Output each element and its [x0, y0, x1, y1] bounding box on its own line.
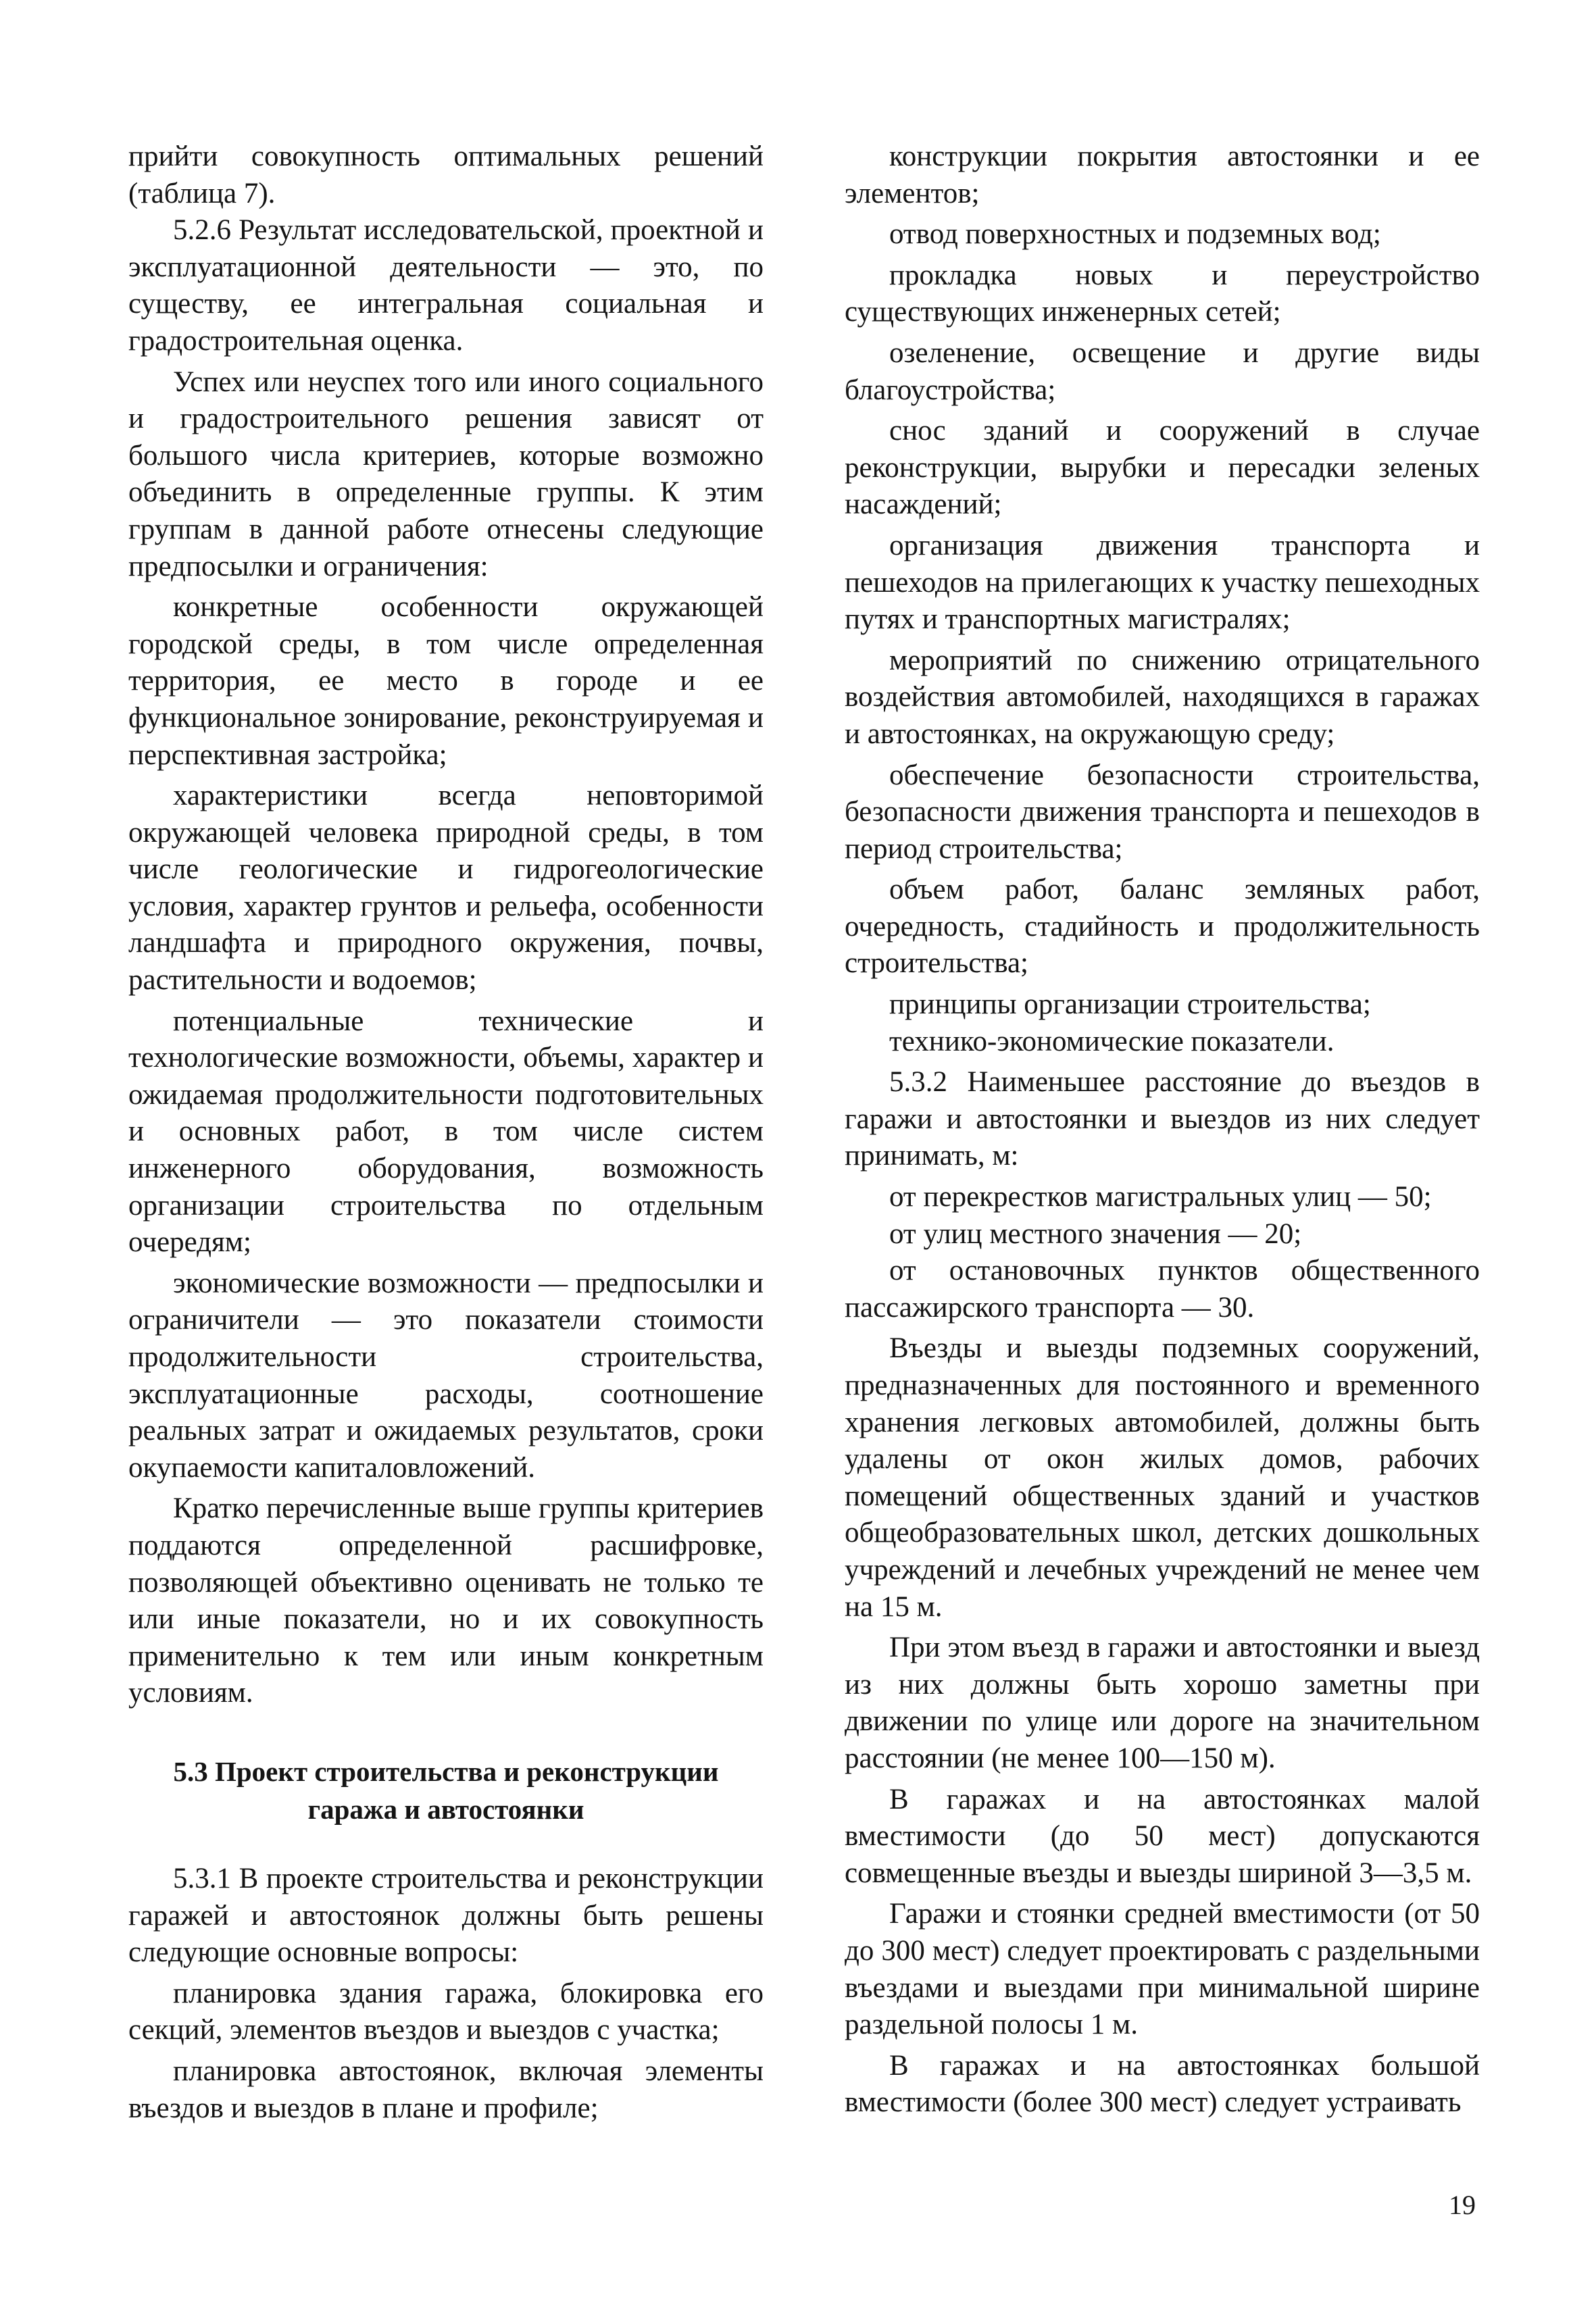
right-column [845, 139, 1480, 2121]
section-heading [128, 1753, 764, 1828]
list-item: планировка здания гаража, блокировка его секций, элементов въездов и выездов с участка; [128, 1977, 764, 2046]
list-item: объем работ, баланс земляных работ, очередность, стадийность и продолжительность строительства; [845, 874, 1480, 980]
list-item: принципы организации строительства; [889, 988, 1371, 1021]
list-item: прокладка новых и переустройство существующих инженерных сетей; [845, 259, 1480, 328]
list-item: потенциальные технические и технологические возможности, объемы, характер и ожидаемая продолжительности подготовительных и основных работ, в том числе систем инженерного оборудования, возможность организации строительства по отдельным очередям; [128, 1005, 764, 1259]
list-item: от перекрестков магистральных улиц — 50; [889, 1181, 1432, 1213]
list-item: от остановочных пунктов общественного пассажирского транспорта — 30. [845, 1255, 1480, 1324]
page-number: 19 [1449, 2190, 1476, 2220]
list-item: планировка автостоянок, включая элементы въездов и выездов в плане и профиле; [128, 2055, 764, 2124]
paragraph: В гаражах и на автостоянках малой вместимости (до 50 мест) допускаются совмещенные въезды и выезды шириной 3—3,5 м. [845, 1783, 1480, 1889]
paragraph: Гаражи и стоянки средней вместимости (от 50 до 300 мест) следует проектировать с раздельными въездами и выездами при минимальной ширине раздельной полосы 1 м. [845, 1898, 1480, 2041]
paragraph: Кратко перечисленные выше группы критериев поддаются определенной расшифровке, позволяющей объективно оценивать не только те или иные показатели, но и их совокупность применительно к тем или иным конкретным условиям. [128, 1492, 764, 1709]
list-item: характеристики всегда неповторимой окружающей человека природной среды, в том числе геологические и гидрогеологические условия, характер грунтов и рельефа, особенности ландшафта и природного окружения, почвы, растительности и водоемов; [128, 780, 764, 997]
list-item: отвод поверхностных и подземных вод; [889, 218, 1381, 251]
section-heading-line: гаража и автостоянки [307, 1793, 584, 1825]
list-item: экономические возможности — предпосылки и ограничители — это показатели стоимости продолжительности строительства, эксплуатационные расходы, соотношение реальных затрат и ожидаемых результатов, сроки окупаемости капиталовложений. [128, 1267, 764, 1484]
list-item: мероприятий по снижению отрицательного воздействия автомобилей, находящихся в гаражах и автостоянках, на окружающую среду; [845, 644, 1480, 750]
paragraph: Въезды и выезды подземных сооружений, предназначенных для постоянного и временного хранения легковых автомобилей, должны быть удалены от окон жилых домов, рабочих помещений общественных зданий и участков общеобразовательных школ, детских дошкольных учреждений и лечебных учреждений не менее чем на 15 м. [845, 1332, 1480, 1623]
list-item: организация движения транспорта и пешеходов на прилегающих к участку пешеходных путях и транспортных магистралях; [845, 529, 1480, 636]
list-item: обеспечение безопасности строительства, безопасности движения транспорта и пешеходов в период строительства; [845, 759, 1480, 865]
section-heading-line: 5.3 Проект строительства и реконструкции [173, 1755, 719, 1787]
paragraph: 5.3.1 В проекте строительства и реконструкции гаражей и автостоянок должны быть решены следующие основные вопросы: [128, 1862, 764, 1969]
paragraph: прийти совокупность оптимальных решений (таблица 7). [128, 141, 764, 209]
paragraph: В гаражах и на автостоянках большой вместимости (более 300 мест) следует устраивать [845, 2049, 1480, 2119]
paragraph: 5.3.2 Наименьшее расстояние до въездов в гаражи и автостоянки и выездов из них следует принимать, м: [845, 1066, 1480, 1172]
paragraph: Успех или неуспех того или иного социального и градостроительного решения зависят от большого числа критериев, которые возможно объединить в определенные группы. К этим группам в данной работе отнесены следующие предпосылки и ограничения: [128, 366, 764, 582]
list-item: конструкции покрытия автостоянки и ее элементов; [845, 141, 1480, 209]
list-item: конкретные особенности окружающей городской среды, в том числе определенная территория, ее место в городе и ее функциональное зонирование, реконструируемая и перспективная застройка; [128, 591, 764, 771]
left-column [128, 139, 764, 2127]
paragraph: При этом въезд в гаражи и автостоянки и выезд из них должны быть хорошо заметны при движении по улице или дороге на значительном расстоянии (не менее 100—150 м). [845, 1632, 1480, 1774]
list-item: озеленение, освещение и другие виды благоустройства; [845, 336, 1480, 406]
list-item: снос зданий и сооружений в случае реконструкции, вырубки и пересадки зеленых насаждений; [845, 415, 1480, 521]
paragraph: 5.2.6 Результат исследовательской, проектной и эксплуатационной деятельности — это, по существу, ее интегральная социальная и градостроительная оценка. [128, 214, 764, 357]
list-item: технико-экономические показатели. [889, 1025, 1335, 1057]
list-item: от улиц местного значения — 20; [889, 1217, 1302, 1250]
